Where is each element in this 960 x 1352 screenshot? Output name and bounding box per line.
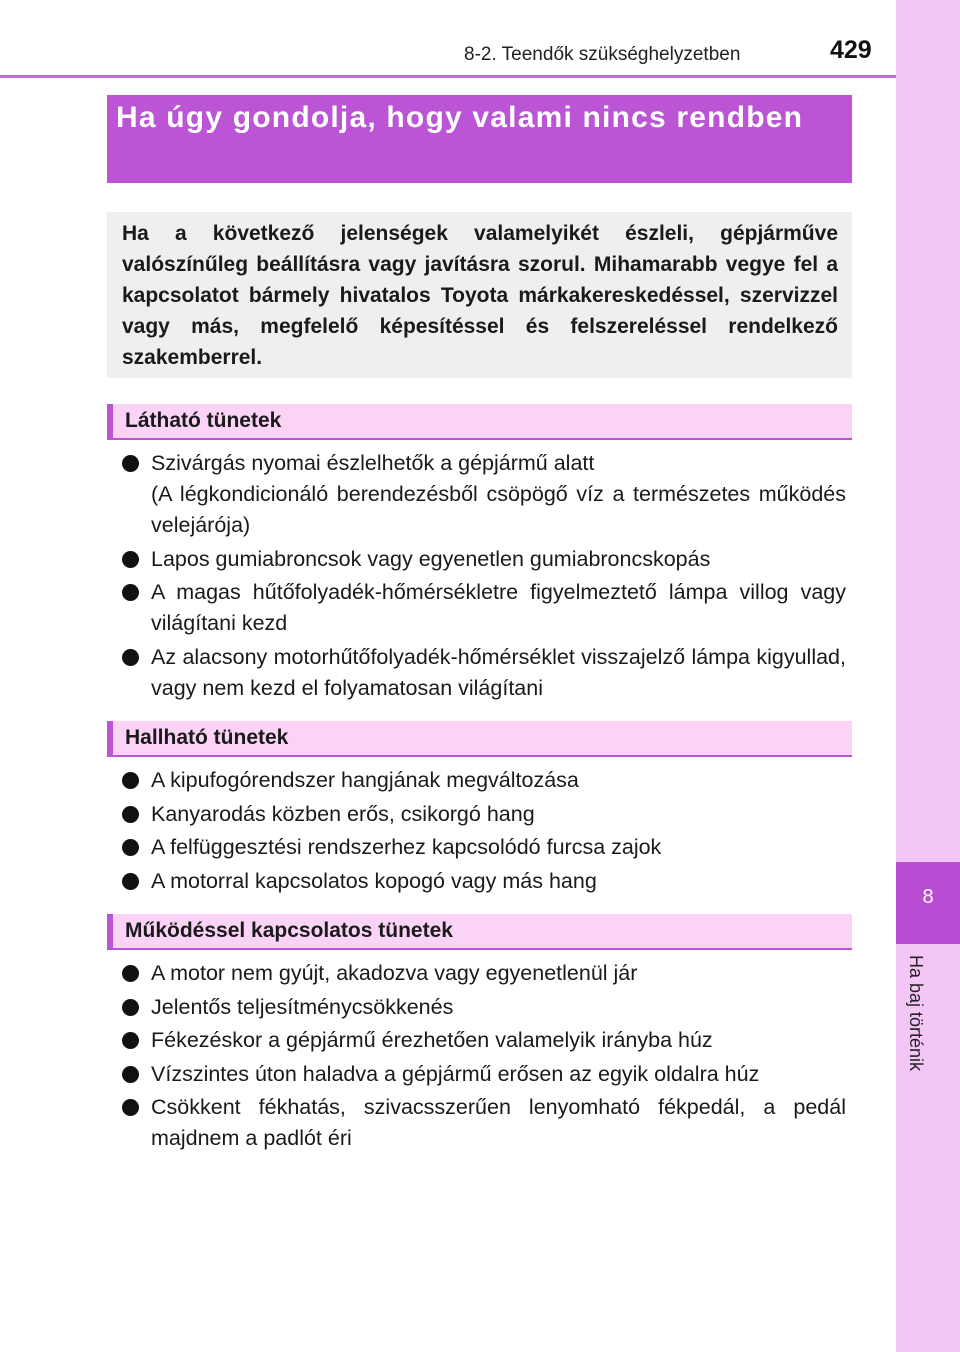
list-item-text: Szivárgás nyomai észlelhetők a gépjármű alatt bbox=[151, 451, 595, 475]
list-item-text: A magas hűtőfolyadék-hőmérsékletre figyelmeztető lámpa villog vagy világítani kezd bbox=[151, 580, 846, 635]
list-item bbox=[122, 992, 846, 1023]
list-item bbox=[122, 577, 846, 639]
subheading-visible-symptoms bbox=[107, 404, 852, 440]
list-item-text: Az alacsony motorhűtőfolyadék-hőmérséklet visszajelző lámpa kigyullad, vagy nem kezd el folyamatosan világítani bbox=[151, 644, 846, 700]
list-item bbox=[122, 765, 846, 796]
chapter-title: Ha baj történik bbox=[906, 955, 926, 1072]
list-item bbox=[122, 448, 846, 541]
list-item bbox=[122, 1059, 846, 1090]
list-item-text: Fékezéskor a gépjármű érezhetően valamelyik irányba húz bbox=[151, 1028, 713, 1052]
intro-text: Ha a következő jelenségek valamelyikét észleli, gépjárműve valószínűleg beállításra vagy javításra szorul. Mihamarabb vegye fel a kapcsolatot bármely hivatalos Toyota márkakereskedéssel, szervizzel vagy más, megfelelő képesítéssel és felszereléssel rendelkező szakemberrel. bbox=[122, 222, 838, 369]
subheading-operational-symptoms bbox=[107, 914, 852, 950]
subheading-label: Látható tünetek bbox=[125, 409, 282, 432]
list-item bbox=[122, 544, 846, 575]
list-item-text: Vízszintes úton haladva a gépjármű erősen az egyik oldalra húz bbox=[151, 1061, 760, 1086]
bullet-icon bbox=[122, 1032, 139, 1049]
list-item-text: A motorral kapcsolatos kopogó vagy más hang bbox=[151, 868, 597, 893]
list-item bbox=[122, 799, 846, 830]
subheading-audible-symptoms bbox=[107, 721, 852, 757]
list-item-text: A kipufogórendszer hangjának megváltozása bbox=[151, 768, 579, 792]
subheading-label: Hallható tünetek bbox=[125, 726, 289, 749]
bullet-icon bbox=[122, 1099, 139, 1116]
chapter-number: 8 bbox=[922, 886, 934, 908]
side-tab bbox=[896, 0, 960, 1352]
list-item bbox=[122, 1025, 846, 1056]
header-divider bbox=[0, 75, 896, 78]
page-title: Ha úgy gondolja, hogy valami nincs rendben bbox=[116, 101, 804, 134]
operational-symptoms-list bbox=[122, 958, 846, 1157]
subheading-label: Működéssel kapcsolatos tünetek bbox=[125, 919, 453, 942]
bullet-icon bbox=[122, 772, 139, 789]
list-item bbox=[122, 832, 846, 863]
list-item bbox=[122, 1092, 846, 1154]
page-number: 429 bbox=[830, 36, 872, 64]
list-item-text: Jelentős teljesítménycsökkenés bbox=[151, 994, 454, 1019]
chapter-tab[interactable] bbox=[896, 862, 960, 944]
list-item-text: A felfüggesztési rendszerhez kapcsolódó furcsa zajok bbox=[151, 835, 662, 859]
visible-symptoms-list bbox=[122, 448, 846, 706]
list-item bbox=[122, 642, 846, 704]
bullet-icon bbox=[122, 455, 139, 472]
bullet-icon bbox=[122, 999, 139, 1016]
bullet-icon bbox=[122, 584, 139, 601]
list-item-text: Csökkent fékhatás, szivacsszerűen lenyomható fékpedál, a pedál majdnem a padlót éri bbox=[151, 1095, 846, 1150]
intro-box bbox=[107, 212, 852, 378]
bullet-icon bbox=[122, 1066, 139, 1083]
list-item bbox=[122, 866, 846, 897]
list-item-note: (A légkondicionáló berendezésből csöpögő víz a természetes működés velejárója) bbox=[151, 482, 846, 537]
bullet-icon bbox=[122, 873, 139, 890]
audible-symptoms-list bbox=[122, 765, 846, 899]
bullet-icon bbox=[122, 839, 139, 856]
bullet-icon bbox=[122, 965, 139, 982]
list-item bbox=[122, 958, 846, 989]
bullet-icon bbox=[122, 551, 139, 568]
bullet-icon bbox=[122, 649, 139, 666]
list-item-text: Lapos gumiabroncsok vagy egyenetlen gumiabroncskopás bbox=[151, 546, 711, 571]
list-item-text: A motor nem gyújt, akadozva vagy egyenetlenül jár bbox=[151, 961, 638, 985]
bullet-icon bbox=[122, 806, 139, 823]
title-banner bbox=[107, 95, 852, 183]
section-label: 8-2. Teendők szükséghelyzetben bbox=[464, 44, 741, 65]
list-item-text: Kanyarodás közben erős, csikorgó hang bbox=[151, 801, 535, 826]
